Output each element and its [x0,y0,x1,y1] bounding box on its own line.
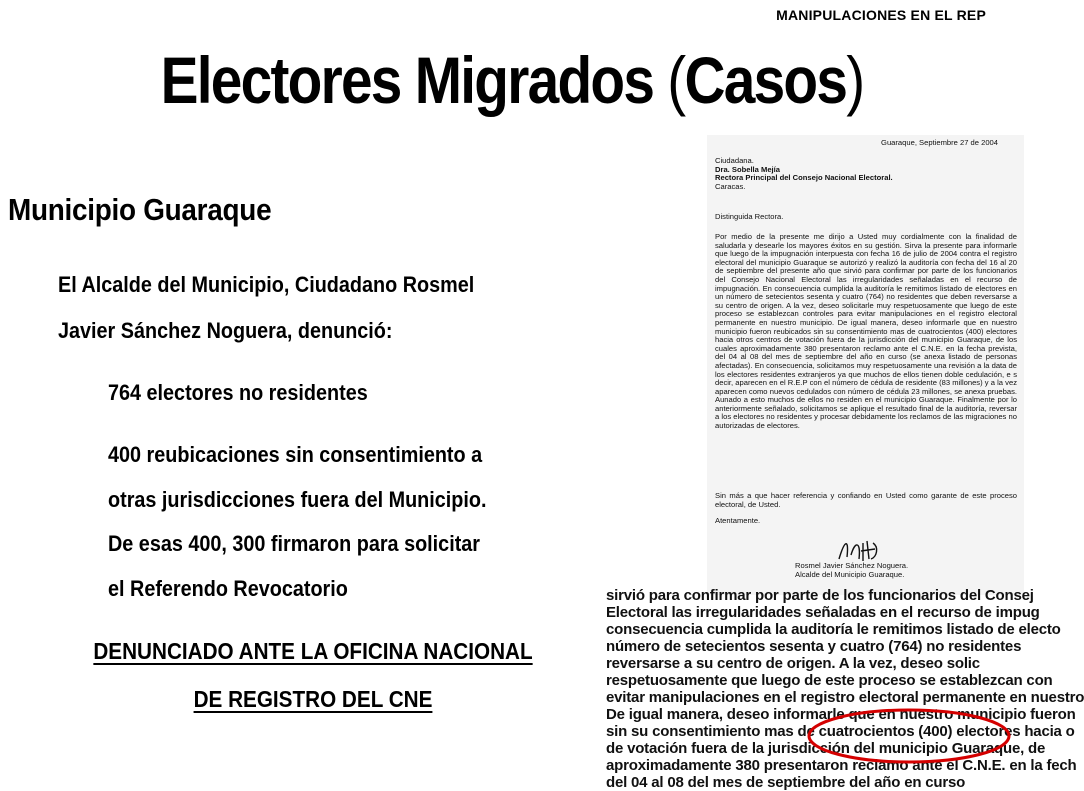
address-line: Ciudadana. [715,156,754,165]
title-casos: Casos [684,43,847,117]
title-main: Electores Migrados [160,43,654,117]
excerpt-line: evitar manipulaciones en el registro electoral permanente en nuestro [606,689,1084,706]
letter-greeting: Distinguida Rectora. [715,212,784,221]
excerpt-line: reversarse a su centro de origen. A la vez, deseo solic [606,655,980,672]
letter-closing: Atentamente. [715,516,761,525]
letter-address [715,157,893,191]
excerpt-line: sin su consentimiento mas de cuatrocientos (400) electores hacia o [606,723,1075,740]
fact-relocations-line: otras jurisdicciones fuera del Municipio. [108,487,487,512]
denounce-heading: DE REGISTRO DEL CNE [193,686,433,712]
excerpt-line: De igual manera, deseo informarle que en nuestro municipio fueron [606,706,1076,723]
excerpt-line: consecuencia cumplida la auditoría le remitimos listado de electo [606,621,1061,638]
letter-signer-name: Rosmel Javier Sánchez Noguera. [795,561,909,570]
subtitle: Municipio Guaraque [8,192,272,227]
zoomed-letter-excerpt [578,587,1084,791]
excerpt-line: aproximadamente 380 presentaron reclamo ante el C.N.E. en la fech [606,757,1077,774]
excerpt-line: sirvió para confirmar por parte de los funcionarios del Consej [606,587,1034,604]
letter-paragraph: Sin más a que hacer referencia y confiando en Usted como garante de este proceso electoral, de Usted. [715,491,1017,509]
excerpt-line: Electoral las irregularidades señaladas en el recurso de impug [606,604,1040,621]
highlight-circle [804,705,1014,767]
address-line: Caracas. [715,181,746,191]
excerpt-line: de votación fuera de la jurisdicción del municipio Guaraque, de [606,740,1046,757]
complaint-line: El Alcalde del Municipio, Ciudadano Rosmel [58,272,475,297]
excerpt-line: número de setecientos sesenta y cuatro (764) no residentes [606,638,1022,655]
fact-relocations-line: el Referendo Revocatorio [108,576,348,601]
scanned-letter [707,135,1024,595]
denounce-heading: DENUNCIADO ANTE LA OFICINA NACIONAL [93,638,533,664]
fact-relocations-line: 400 reubicaciones sin consentimiento a [108,442,483,467]
address-line: Rectora Principal del Consejo Nacional Electoral. [715,173,893,183]
fact-relocations-line: De esas 400, 300 firmaron para solicitar [108,531,481,556]
title-close-paren: ) [846,43,864,117]
fact-non-residents: 764 electores no residentes [108,380,368,405]
letter-signer-title: Alcalde del Municipio Guaraque. [795,570,905,579]
letter-date: Guaraque, Septiembre 27 de 2004 [881,138,998,147]
slide-title [72,42,953,118]
complaint-line: Javier Sánchez Noguera, denunció: [58,318,393,343]
excerpt-line: respetuosamente que luego de este proceso se establezcan con [606,672,1053,689]
letter-paragraph: Por medio de la presente me dirijo a Usted muy cordialmente con la finalidad de saludarla y desearle los mayores éxitos en su gestión. Sirva la presente para informarle que luego de la impugnación interpuesta con fecha 16 de julio de 2004 contra el registro electoral del municipio Guaraque se autorizó y realizó la auditoría con fecha del 16 al 20 de septiembre del presente año que sirvió para confirmar por parte de los funcionarios del Consejo Nacional Electoral las irregularidades señaladas en el recurso de impugnación. En consecuencia cumplida la auditoría le remitimos listado de electores en un número de setecientos sesenta y cuatro (764) no residentes que deben reversarse a su centro de origen. A la vez, deseo solicitarle muy respetuosamente que luego de este proceso se establezcan controles para evitar manipulaciones en el registro electoral permanente en nuestro municipio. De igual manera, deseo informarle que en nuestro municipio fueron reubicados sin su consentimiento mas de cuatrocientos (400) electores hacia otros centros de votación fuera de la jurisdicción del municipio Guaraque, de los cuales aproximadamente 380 presentaron reclamo ante el C.N.E. en la fecha prevista, del 04 al 08 del mes de septiembre del año en curso (se anexa listado de personas afectadas). En consecuencia, solicitamos muy respetuosamente una revisión a la data de los electores residentes extranjeros ya que muchos de ellos tienen doble cedulación, e s decir, aparecen en el R.E.P con el número de cédula de residente (83 millones) y a la vez aparecen como nuevos cedulados con número de cédula 23 millones, se anexa pruebas. Aunado a esto muchos de ellos no residen en el municipio Guaraque. Finalmente por lo anteriormente señalado, solicitamos se aplique el resultado final de la auditoría, reversar a los electores no residentes y procesar debidamente los reclamos de las migraciones no autorizadas de electores. [715,232,1017,431]
address-line: Dra. Sobella Mejía [715,164,780,174]
header-tag: MANIPULACIONES EN EL REP [776,7,986,23]
excerpt-line: del 04 al 08 del mes de septiembre del año en curso [606,774,966,791]
title-open-paren: ( [667,43,685,117]
